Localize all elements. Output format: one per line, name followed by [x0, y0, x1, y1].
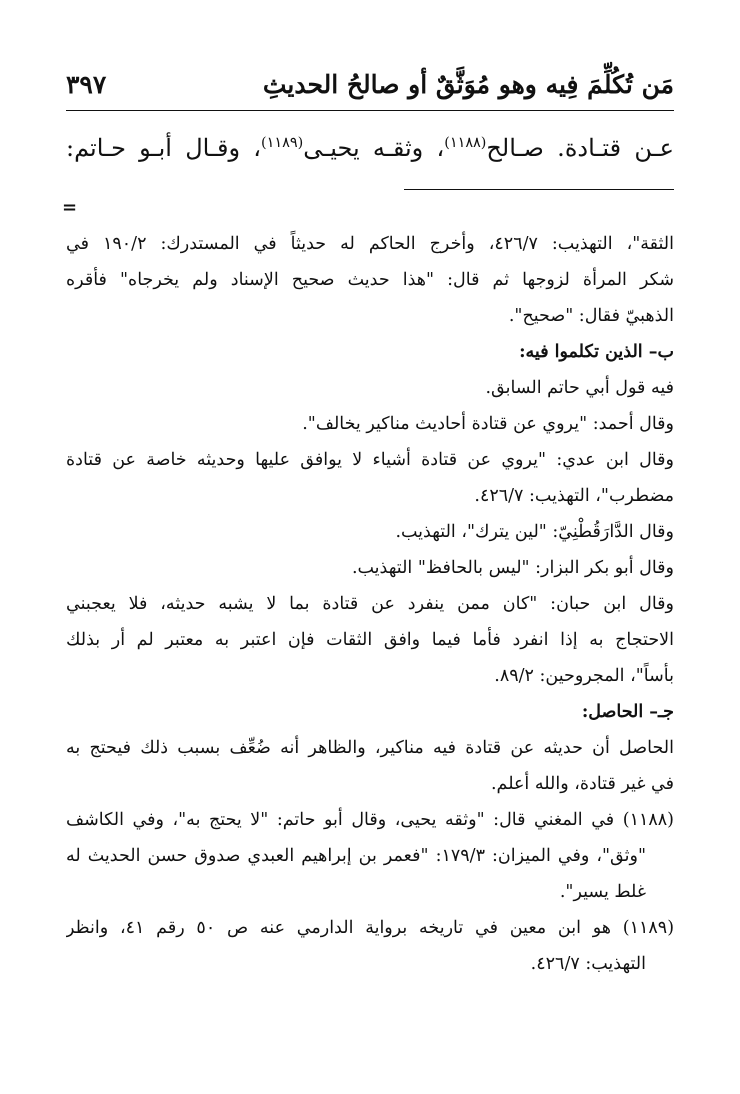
page-header [66, 64, 674, 104]
section-b-line: وقال ابن حبان: "كان ممن ينفرد عن قتادة بما لا يشبه حديثه، فلا يعجبني [66, 594, 674, 614]
header-rule [66, 110, 674, 111]
footnote-separator [404, 189, 674, 190]
footnote-1188-line: "وثق"، وفي الميزان: ١٧٩/٣: "فعمر بن إبراهيم العبدي صدوق حسن الحديث له [66, 846, 646, 866]
footnote-1189-line: (١١٨٩) هو ابن معين في تاريخه برواية الدارمي عنه ص ٥٠ رقم ٤١، وانظر [66, 918, 674, 938]
section-b-line: وقال أبو بكر البزار: "ليس بالحافظ" التهذيب. [351, 558, 674, 578]
section-b-line: وقال ابن عدي: "يروي عن قتادة أشياء لا يوافق عليها وحديثه خاصة عن قتادة [66, 450, 674, 470]
section-b-line: مضطرب"، التهذيب: ٤٢٦/٧. [474, 486, 674, 506]
section-c-line: في غير قتادة، والله أعلم. [490, 774, 674, 794]
section-b-line: الاحتجاج به إذا انفرد فأما فيما وافق الثقات فإن اعتبر به معتبر لم أر بذلك [66, 630, 674, 650]
section-b-line: بأساً"، المجروحين: ٨٩/٢. [494, 666, 674, 686]
page-number: ٣٩٧ [66, 69, 107, 99]
main-text-part: ، وقـال أبـو حـاتم: [66, 134, 262, 162]
footnote-line: الذهبيّ فقال: "صحيح". [508, 306, 674, 326]
section-b-line: وقال أحمد: "يروي عن قتادة أحاديث مناكير يخالف". [302, 414, 674, 434]
footnote-1189-line: التهذيب: ٤٢٦/٧. [530, 954, 646, 974]
footnote-line: الثقة"، التهذيب: ٤٢٦/٧، وأخرج الحاكم له حديثاً في المستدرك: ١٩٠/٢ في [66, 234, 674, 254]
footnote-1188-line: غلط يسير". [559, 882, 646, 902]
section-b-heading: ب– الذين تكلموا فيه: [519, 342, 674, 362]
footnote-line: شكر المرأة لزوجها ثم قال: "هذا حديث صحيح الإسناد ولم يخرجاه" فأقره [66, 270, 674, 290]
footnote-ref-1189: (١١٨٩) [261, 135, 304, 151]
section-b-line: وقال الدَّارَقُطْنِيّ: "لين يترك"، التهذيب. [395, 522, 674, 542]
section-c-heading: جـ– الحاصل: [581, 702, 674, 722]
main-text-line [66, 128, 674, 168]
footnote-1188-line: (١١٨٨) في المغني قال: "وثقه يحيى، وقال أبو حاتم: "لا يحتج به"، وفي الكاشف [66, 810, 674, 830]
section-c-line: الحاصل أن حديثه عن قتادة فيه مناكير، والظاهر أنه ضُعِّف بسبب ذلك فيحتج به [66, 738, 674, 758]
footnote-block [66, 226, 674, 982]
footnote-ref-1188: (١١٨٨) [444, 135, 487, 151]
section-b-line: فيه قول أبي حاتم السابق. [485, 378, 674, 398]
main-text-part: عـن قتـادة. صـالح [486, 134, 675, 162]
running-title: مَن تُكُلِّمَ فِيه وهو مُوَثَّقٌ أو صالحُ الحديثِ [262, 69, 674, 99]
main-text-part: ، وثقـه يحيـى [303, 134, 445, 162]
continuation-mark: = [62, 197, 78, 218]
